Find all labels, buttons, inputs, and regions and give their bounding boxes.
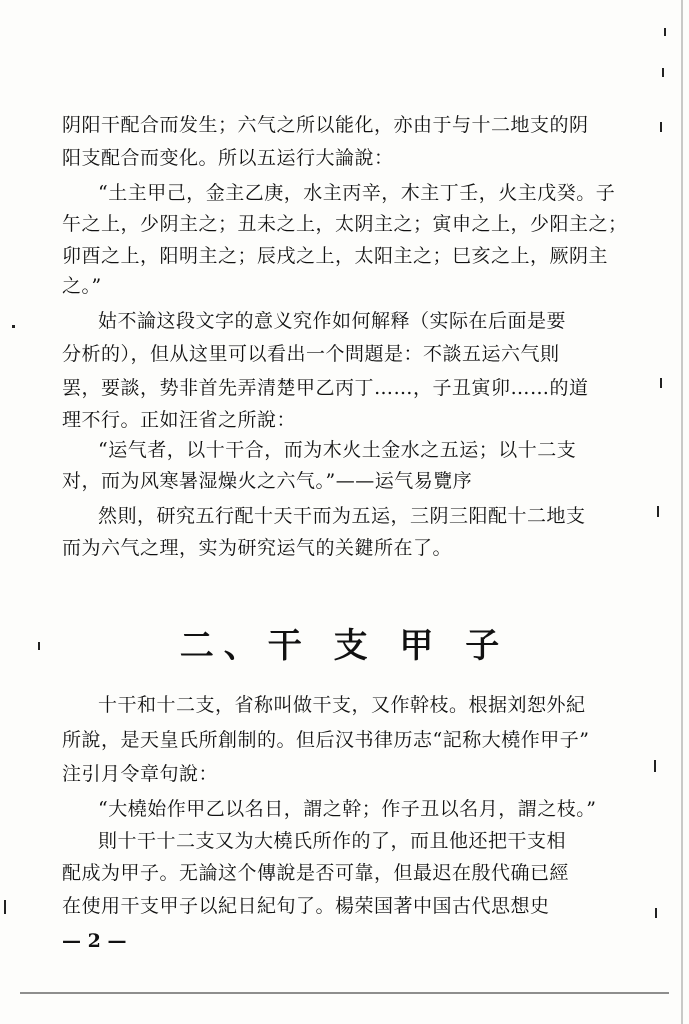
scan-bottom-edge [20, 992, 669, 994]
quote-line: “大橈始作甲乙以名日，謂之幹；作子丑以名月，謂之枝。” [98, 798, 597, 820]
section-heading: 二、干 支 甲 子 [179, 626, 510, 666]
scan-speck [657, 506, 659, 517]
body-line: 在使用干支甲子以紀日紀旬了。楊荣国著中国古代思想史 [62, 895, 550, 917]
scan-speck [662, 68, 664, 77]
quote-line: “土主甲己，金主乙庚，水主丙辛，木主丁壬，火主戊癸。子 [98, 182, 616, 204]
scan-speck [4, 900, 6, 914]
scan-speck [664, 28, 666, 36]
scan-speck [655, 908, 657, 918]
body-line: 分析的），但从这里可以看出一个問題是：不談五运六气則 [62, 343, 560, 365]
body-line: 阴阳干配合而发生；六气之所以能化，亦由于与十二地支的阴 [62, 114, 589, 136]
body-line: 理不行。正如汪省之所說： [62, 409, 297, 431]
scan-speck [38, 642, 40, 650]
quote-line: 对，而为风寒暑湿燥火之六气。”——运气易覽序 [62, 470, 473, 492]
body-line: 姑不論这段文字的意义究作如何解释（实际在后面是要 [98, 310, 567, 332]
scan-speck [660, 122, 662, 132]
body-line: 然則，研究五行配十天干而为五运，三阴三阳配十二地支 [98, 505, 586, 527]
page-number: — 2 — [62, 930, 127, 952]
body-line: 十干和十二支，省称叫做干支，又作幹枝。根据刘恕外紀 [98, 694, 586, 716]
quote-line: 之。” [62, 275, 102, 297]
body-line: 則十干十二支又为大橈氏所作的了，而且他还把干支相 [98, 830, 567, 852]
scan-speck [660, 378, 662, 388]
body-line: 所說，是天皇氏所創制的。但后汉书律历志“記称大橈作甲子” [62, 729, 590, 751]
body-line: 罢，要談，势非首先弄清楚甲乙丙丁……，子丑寅卯……的道 [62, 377, 589, 399]
body-line: 而为六气之理，实为研究运气的关鍵所在了。 [62, 537, 453, 559]
quote-line: 午之上，少阴主之；丑未之上，太阴主之；寅申之上，少阳主之； [62, 213, 628, 235]
quote-line: 卯酉之上，阳明主之；辰戌之上，太阳主之；巳亥之上，厥阴主 [62, 245, 609, 267]
body-line: 注引月令章句說： [62, 763, 219, 785]
scan-speck [12, 325, 15, 328]
scan-right-edge [681, 0, 683, 1024]
body-line: 配成为甲子。无論这个傳說是否可靠，但最迟在殷代确已經 [62, 862, 570, 884]
body-line: 阳支配合而变化。所以五运行大論說： [62, 147, 394, 169]
quote-line: “运气者，以十干合，而为木火土金水之五运；以十二支 [98, 439, 577, 461]
scan-speck [654, 760, 656, 772]
